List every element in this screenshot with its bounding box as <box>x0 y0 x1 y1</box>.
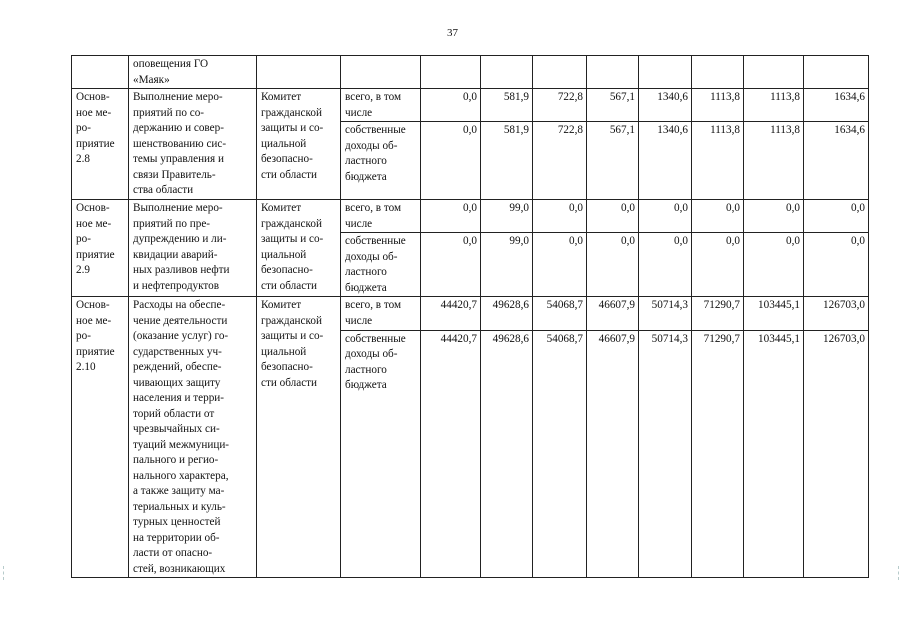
value-cell: 126703,0 <box>804 330 869 577</box>
funding-source-regional: собственные доходы об- ластного бюджета <box>341 122 421 200</box>
value-cell: 0,0 <box>804 233 869 297</box>
left-scan-edge-mark <box>3 566 7 580</box>
value-cell: 71290,7 <box>692 330 744 577</box>
value-cell: 1113,8 <box>692 122 744 200</box>
continuation-row <box>72 56 869 89</box>
value-cell: 0,0 <box>533 200 587 233</box>
funding-source-regional: собственные доходы об- ластного бюджета <box>341 330 421 577</box>
activity-executor: Комитет гражданской защиты и со- циальной безопасно- сти области <box>257 297 341 578</box>
activity-executor: Комитет гражданской защиты и со- циальной безопасно- сти области <box>257 200 341 297</box>
value-cell: 1340,6 <box>639 89 692 122</box>
activity-description: Выполнение меро- приятий по со- держанию и совер- шенствованию сис- темы управления и связи Правитель- ства области <box>129 89 257 200</box>
source-cell <box>341 56 421 89</box>
value-cell: 0,0 <box>692 233 744 297</box>
value-cell: 0,0 <box>421 89 481 122</box>
table-row <box>72 200 869 233</box>
value-cell: 99,0 <box>481 200 533 233</box>
value-cell: 0,0 <box>692 200 744 233</box>
value-cell: 0,0 <box>639 233 692 297</box>
table-row <box>72 89 869 122</box>
funding-source-total: всего, в том числе <box>341 297 421 331</box>
value-cell: 567,1 <box>587 89 639 122</box>
funding-source-total: всего, в том числе <box>341 200 421 233</box>
program-activities-table <box>71 55 869 578</box>
value-cell: 0,0 <box>421 233 481 297</box>
value-cell: 1634,6 <box>804 122 869 200</box>
activity-label-cell <box>72 56 129 89</box>
page-number: 37 <box>447 27 458 39</box>
value-cell: 0,0 <box>744 233 804 297</box>
value-cell: 722,8 <box>533 122 587 200</box>
table-row <box>72 297 869 331</box>
value-cell: 722,8 <box>533 89 587 122</box>
value-cell: 1340,6 <box>639 122 692 200</box>
value-cell: 0,0 <box>744 200 804 233</box>
value-cell: 0,0 <box>533 233 587 297</box>
value-cell: 54068,7 <box>533 297 587 331</box>
value-cell: 1113,8 <box>744 89 804 122</box>
value-cell: 103445,1 <box>744 330 804 577</box>
value-cell: 0,0 <box>421 122 481 200</box>
value-cell: 44420,7 <box>421 330 481 577</box>
value-cell: 1113,8 <box>744 122 804 200</box>
value-cell: 54068,7 <box>533 330 587 577</box>
value-cell: 581,9 <box>481 89 533 122</box>
value-cell: 0,0 <box>804 200 869 233</box>
value-cell: 103445,1 <box>744 297 804 331</box>
activity-label: Основ- ное ме- ро- приятие 2.10 <box>72 297 129 578</box>
activity-description: Выполнение меро- приятий по пре- дупреждению и ли- квидации аварий- ных разливов нефти и нефтепродуктов <box>129 200 257 297</box>
activity-description: Расходы на обеспе- чение деятельности (оказание услуг) го- сударственных уч- реждений, обеспе- чивающих защиту населения и терри- торий области от чрезвычайных си- туаций межмуници- пального и регио- нального характера, а также защиту ма- териальных и куль- турных ценностей на территории об- ласти от опасно- стей, возникающих <box>129 297 257 578</box>
value-cell: 581,9 <box>481 122 533 200</box>
value-cell: 0,0 <box>421 200 481 233</box>
value-cell: 567,1 <box>587 122 639 200</box>
right-scan-edge-mark <box>898 566 902 580</box>
value-cell: 1113,8 <box>692 89 744 122</box>
value-cell: 71290,7 <box>692 297 744 331</box>
activity-label: Основ- ное ме- ро- приятие 2.9 <box>72 200 129 297</box>
value-cell: 0,0 <box>639 200 692 233</box>
value-cell: 0,0 <box>587 233 639 297</box>
funding-source-total: всего, в том числе <box>341 89 421 122</box>
value-cell: 126703,0 <box>804 297 869 331</box>
value-cell: 46607,9 <box>587 330 639 577</box>
activity-label: Основ- ное ме- ро- приятие 2.8 <box>72 89 129 200</box>
executor-cell <box>257 56 341 89</box>
value-cell: 1634,6 <box>804 89 869 122</box>
value-cell: 49628,6 <box>481 297 533 331</box>
value-cell: 49628,6 <box>481 330 533 577</box>
value-cell: 44420,7 <box>421 297 481 331</box>
funding-source-regional: собственные доходы об- ластного бюджета <box>341 233 421 297</box>
activity-description: оповещения ГО «Маяк» <box>129 56 257 89</box>
value-cell: 50714,3 <box>639 330 692 577</box>
value-cell: 50714,3 <box>639 297 692 331</box>
activity-executor: Комитет гражданской защиты и со- циальной безопасно- сти области <box>257 89 341 200</box>
value-cell: 0,0 <box>587 200 639 233</box>
value-cell: 46607,9 <box>587 297 639 331</box>
value-cell: 99,0 <box>481 233 533 297</box>
